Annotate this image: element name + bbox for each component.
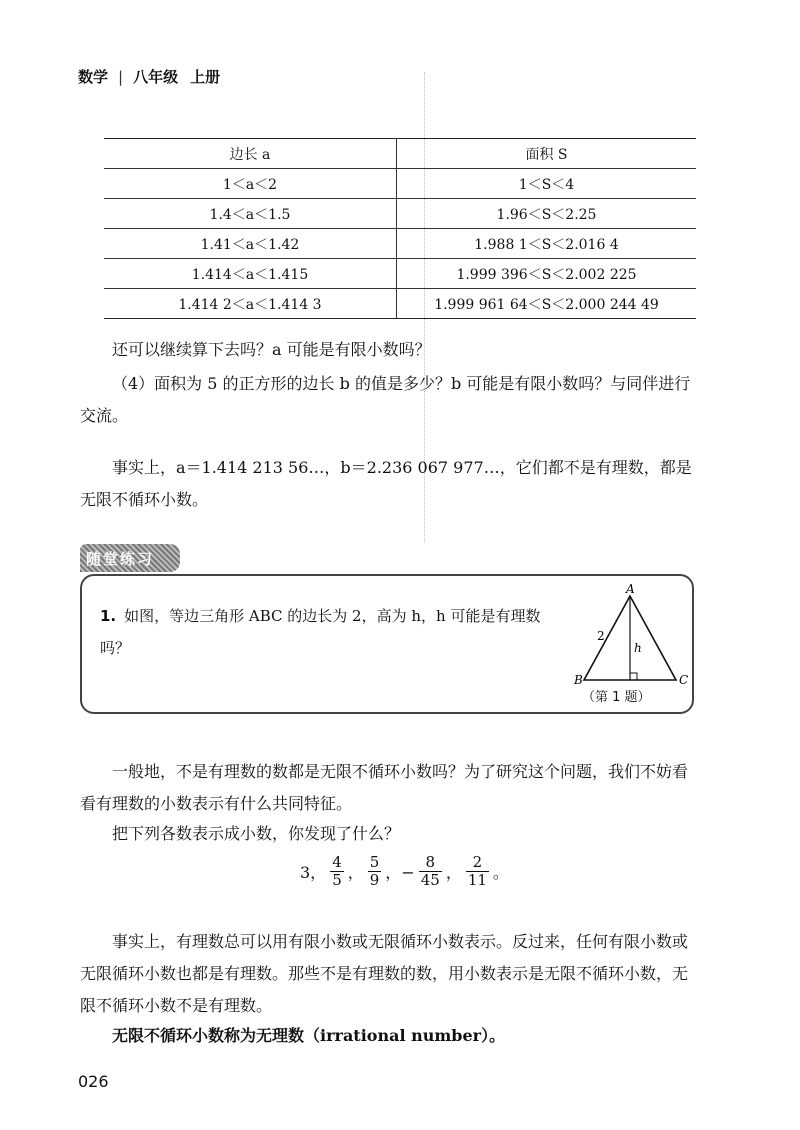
exercise-number: 1. bbox=[100, 607, 117, 625]
denominator: 9 bbox=[369, 871, 380, 889]
figure-caption: （第 1 题） bbox=[582, 690, 651, 705]
table-cell: 1.414 2＜a＜1.414 3 bbox=[104, 289, 397, 319]
vertex-a-label: A bbox=[626, 584, 635, 596]
denominator: 45 bbox=[420, 871, 440, 889]
fraction-2-11 bbox=[466, 854, 489, 889]
header-separator: | bbox=[118, 68, 124, 86]
height-label: h bbox=[634, 641, 642, 655]
page-number: 026 bbox=[78, 1072, 109, 1091]
table-header-area: 面积 S bbox=[397, 139, 697, 169]
denominator: 5 bbox=[332, 871, 342, 889]
table-cell: 1.414＜a＜1.415 bbox=[104, 259, 397, 289]
comma-minus: ，− bbox=[385, 863, 415, 882]
numerator: 2 bbox=[472, 853, 483, 871]
table-cell: 1.41＜a＜1.42 bbox=[104, 229, 397, 259]
number-list bbox=[300, 854, 509, 889]
side-length-label: 2 bbox=[597, 629, 605, 643]
table-cell: 1.4＜a＜1.5 bbox=[104, 199, 397, 229]
table-cell: 1.988 1＜S＜2.016 4 bbox=[397, 229, 697, 259]
fraction-5-9 bbox=[368, 854, 382, 889]
fact-paragraph-2: 事实上，有理数总可以用有限小数或无限循环小数表示。反过来，任何有限小数或无限循环小数也都是有理数。那些不是有理数的数，用小数表示是无限不循环小数，无限不循环小数不是有理数。 bbox=[80, 932, 689, 1015]
grade-label: 八年级 bbox=[133, 68, 179, 86]
table-row bbox=[104, 229, 696, 259]
table-cell: 1.999 961 64＜S＜2.000 244 49 bbox=[397, 289, 697, 319]
general-paragraph: 一般地，不是有理数的数都是无限不循环小数吗？为了研究这个问题，我们不妨看看有理数的小数表示有什么共同特征。 bbox=[80, 762, 689, 813]
square-estimate-table bbox=[104, 138, 696, 319]
volume-label: 上册 bbox=[190, 68, 221, 86]
table-cell: 1＜S＜4 bbox=[397, 169, 697, 199]
comma: ， bbox=[347, 863, 364, 882]
table-row bbox=[104, 289, 696, 319]
numerator: 8 bbox=[425, 853, 436, 871]
vertex-c-label: C bbox=[679, 673, 689, 687]
table-cell: 1.96＜S＜2.25 bbox=[397, 199, 697, 229]
table-row bbox=[104, 169, 696, 199]
fact-paragraph-1: 事实上，a＝1.414 213 56…，b＝2.236 067 977…，它们都不是有理数，都是无限不循环小数。 bbox=[80, 458, 692, 509]
table-row bbox=[104, 199, 696, 229]
definition-irrational: 无限不循环小数称为无理数（irrational number）。 bbox=[112, 1026, 506, 1045]
comma: ， bbox=[445, 863, 462, 882]
exercise-text: 如图，等边三角形 ABC 的边长为 2，高为 h，h 可能是有理数吗？ bbox=[100, 607, 541, 657]
period: 。 bbox=[492, 863, 509, 882]
table-cell: 1.999 396＜S＜2.002 225 bbox=[397, 259, 697, 289]
table-cell: 1＜a＜2 bbox=[104, 169, 397, 199]
table-header-side: 边长 a bbox=[104, 139, 397, 169]
triangle-figure bbox=[572, 584, 692, 688]
exercise-banner-label: 随堂练习 bbox=[86, 550, 155, 568]
fraction-4-5 bbox=[330, 854, 344, 889]
table-row bbox=[104, 259, 696, 289]
convert-instruction: 把下列各数表示成小数，你发现了什么？ bbox=[112, 824, 401, 843]
question-continue: 还可以继续算下去吗？a 可能是有限小数吗？ bbox=[112, 340, 431, 359]
exercise-question bbox=[100, 600, 560, 664]
numerator: 4 bbox=[332, 853, 342, 871]
right-angle-mark bbox=[630, 673, 637, 680]
denominator: 11 bbox=[467, 871, 487, 889]
number-three: 3， bbox=[300, 863, 327, 882]
question-4: （4）面积为 5 的正方形的边长 b 的值是多少？b 可能是有限小数吗？与同伴进行交流。 bbox=[80, 374, 691, 425]
page-header bbox=[78, 66, 220, 87]
vertex-b-label: B bbox=[574, 673, 583, 687]
numerator: 5 bbox=[369, 853, 380, 871]
subject-label: 数学 bbox=[78, 68, 109, 86]
fraction-8-45 bbox=[419, 854, 442, 889]
exercise-box bbox=[80, 574, 694, 714]
exercise-banner bbox=[80, 544, 180, 572]
